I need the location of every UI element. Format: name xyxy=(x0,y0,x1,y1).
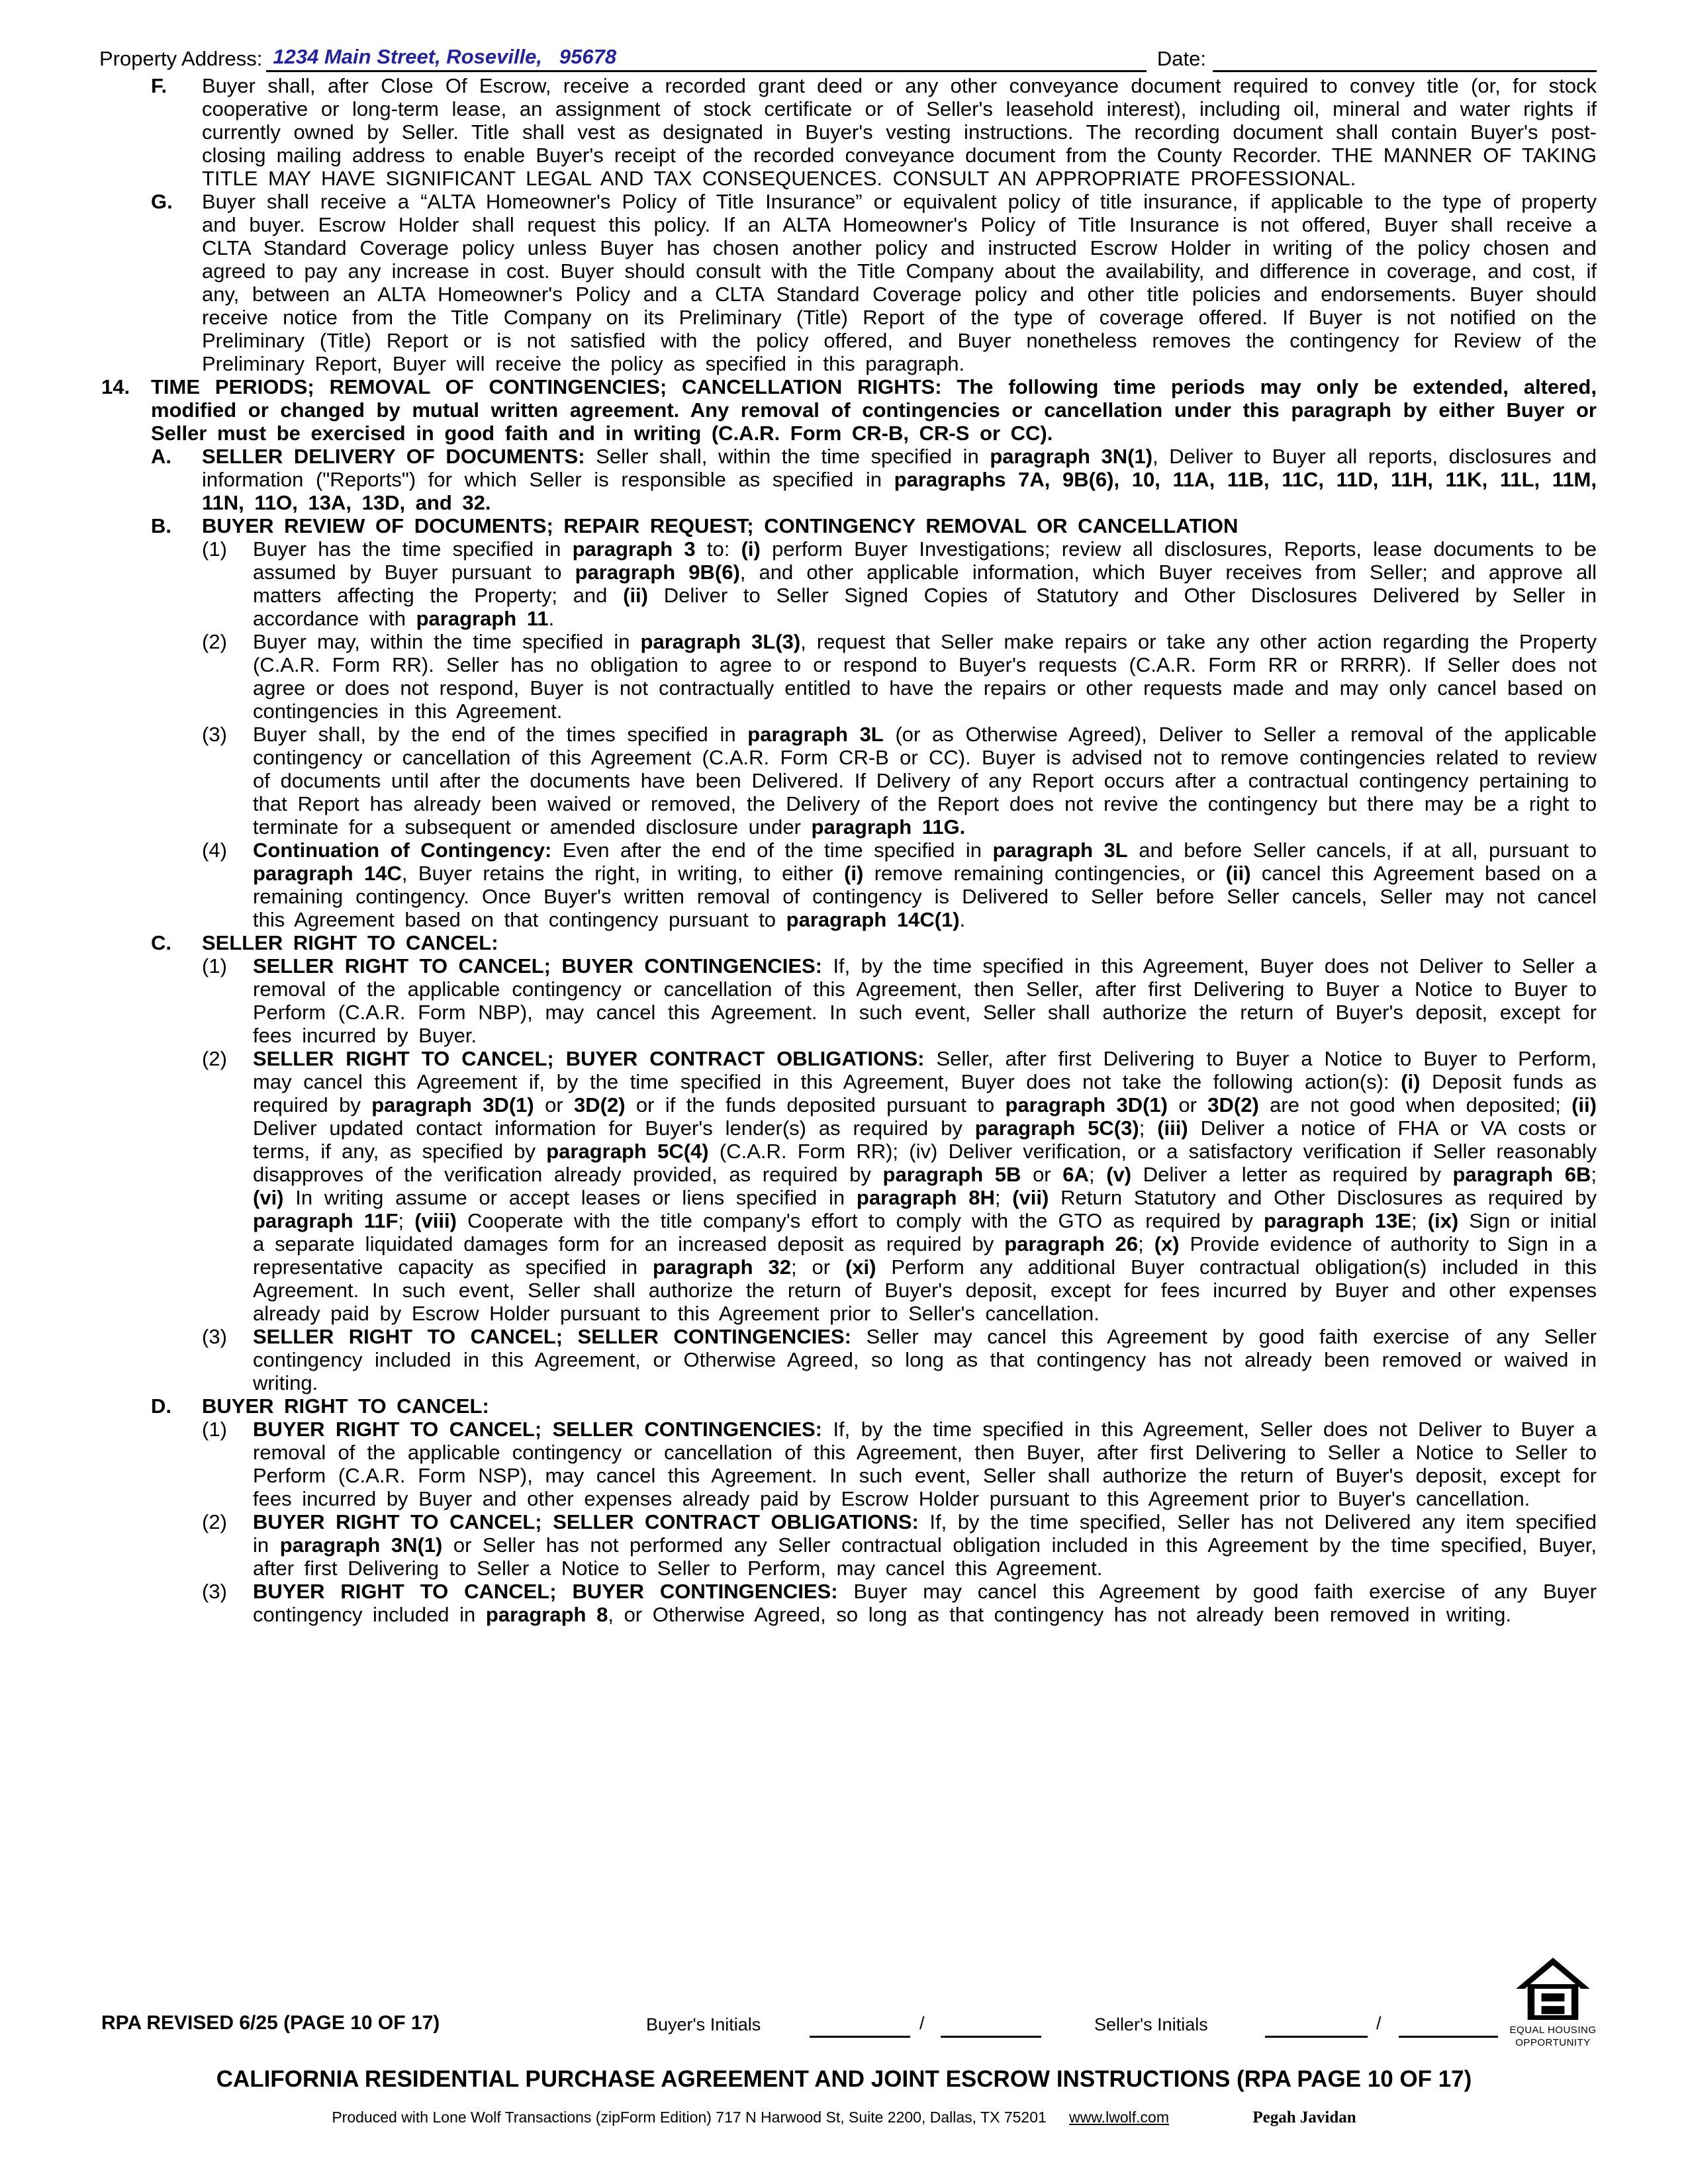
producer-line xyxy=(0,2109,1688,2127)
footer-initials-row xyxy=(101,2011,1597,2038)
clause-14c2 xyxy=(101,1047,1597,1325)
clause-label: (4) xyxy=(202,839,227,862)
clause-text: Buyer may, within the time specified in paragraph 3L(3), request that Seller make repairs or take any other action regarding the Property (C.A.R. Form RR). Seller has no obligation to agree to or respond to Buyer's requests (C.A.R. Form RR or RRRR). If Seller does not agree or does not respond, Buyer is not contractually entitled to have the repairs or other requests made and may only cancel based on contingencies in this Agreement. xyxy=(253,630,1597,723)
clause-14b1 xyxy=(101,537,1597,630)
clause-14d2 xyxy=(101,1510,1597,1580)
section-text: TIME PERIODS; REMOVAL OF CONTINGENCIES; CANCELLATION RIGHTS: The following time periods may only be extended, altered, modified or changed by mutual written agreement. Any removal of contingencies or cancellation under this paragraph by either Buyer or Seller must be exercised in good faith and in writing (C.A.R. Form CR-B, CR-S or CC). xyxy=(151,375,1597,445)
clause-14d1 xyxy=(101,1418,1597,1510)
clause-text: Buyer shall, after Close Of Escrow, receive a recorded grant deed or any other conveyance document required to convey title (or, for stock cooperative or long-term lease, an assignment of stock certificate or of Seller's leasehold interest), including oil, mineral and water rights if currently owned by Seller. Title shall vest as designated in Buyer's vesting instructions. The recording document shall contain Buyer's post-closing mailing address to enable Buyer's receipt of the recorded conveyance document from the County Recorder. THE MANNER OF TAKING TITLE MAY HAVE SIGNIFICANT LEGAL AND TAX CONSEQUENCES. CONSULT AN APPROPRIATE PROFESSIONAL. xyxy=(202,74,1597,190)
clause-label: (1) xyxy=(202,537,227,561)
clause-14b4 xyxy=(101,839,1597,931)
clause-text: BUYER RIGHT TO CANCEL; SELLER CONTINGENCIES: If, by the time specified in this Agreement, Seller does not Deliver to Buyer a removal of the applicable contingency or cancellation of this Agreement, then Buyer, after first Delivering to Seller a Notice to Seller to Perform (C.A.R. Form NSP), may cancel this Agreement. In such event, Seller shall authorize the return of Buyer's deposit, except for fees incurred by Buyer and other expenses already paid by Escrow Holder pursuant to this Agreement prior to Buyer's cancellation. xyxy=(253,1418,1597,1510)
clause-label: (3) xyxy=(202,723,227,746)
revision-text: RPA REVISED 6/25 (PAGE 10 OF 17) xyxy=(101,2012,440,2034)
date-field[interactable] xyxy=(1213,44,1597,72)
clause-14b3 xyxy=(101,723,1597,839)
clause-label: C. xyxy=(151,931,171,954)
clause-label: (2) xyxy=(202,1510,227,1533)
sellers-initials-label: Seller's Initials xyxy=(1094,2015,1208,2034)
equal-housing-caption-line1: EQUAL HOUSING xyxy=(1509,2025,1597,2036)
form-title: CALIFORNIA RESIDENTIAL PURCHASE AGREEMENT AND JOINT ESCROW INSTRUCTIONS (RPA PAGE 10 OF 17) xyxy=(216,2066,1472,2092)
clause-label: A. xyxy=(151,445,171,468)
produced-by-text: Produced with Lone Wolf Transactions (zipForm Edition) 717 N Harwood St, Suite 2200, Dallas, TX 75201 xyxy=(332,2109,1047,2126)
clause-14b-heading xyxy=(101,514,1597,537)
property-address-field[interactable]: 1234 Main Street, Roseville, 95678 xyxy=(266,44,1146,72)
clause-label: D. xyxy=(151,1394,171,1418)
clause-13f xyxy=(101,74,1597,190)
equal-housing-logo xyxy=(1509,1958,1597,2048)
clause-text: SELLER RIGHT TO CANCEL: xyxy=(202,931,498,954)
date-label: Date: xyxy=(1156,47,1206,70)
clause-label: F. xyxy=(151,74,167,97)
clause-text: Buyer shall receive a “ALTA Homeowner's Policy of Title Insurance” or equivalent policy of title insurance, if applicable to the type of property and buyer. Escrow Holder shall request this policy. If an ALTA Homeowner's Policy of Title Insurance is not offered, Buyer shall receive a CLTA Standard Coverage policy unless Buyer has chosen another policy and instructed Escrow Holder in writing of the policy chosen and agreed to pay any increase in cost. Buyer should consult with the Title Company about the availability, and difference in coverage, and cost, if any, between an ALTA Homeowner's Policy and a CLTA Standard Coverage policy and other title policies and endorsements. Buyer should receive notice from the Title Company on its Preliminary (Title) Report of the type of coverage offered. If Buyer is not notified on the Preliminary (Title) Report or is not satisfied with the policy offered, and Buyer nonetheless removes the contingency for Review of the Preliminary Report, Buyer will receive the policy as specified in this paragraph. xyxy=(202,190,1597,375)
clause-text: BUYER REVIEW OF DOCUMENTS; REPAIR REQUEST; CONTINGENCY REMOVAL OR CANCELLATION xyxy=(202,514,1239,537)
clause-list xyxy=(101,74,1597,1626)
clause-text: Buyer shall, by the end of the times specified in paragraph 3L (or as Otherwise Agreed), Deliver to Seller a removal of the applicable contingency or cancellation of this Agreement (C.A.R. Form CR-B or CC). Buyer is advised not to remove contingencies related to review of documents until after the documents have been Delivered. If Delivery of any Report occurs after a contractual contingency pertaining to that Report has already been waived or removed, the Delivery of the Report does not revive the contingency but there may be a right to terminate for a subsequent or amended disclosure under paragraph 11G. xyxy=(253,723,1597,839)
sellers-initials-slot-2[interactable] xyxy=(1399,2011,1498,2038)
agent-name: Pegah Javidan xyxy=(1252,2109,1356,2126)
property-address-label: Property Address: xyxy=(99,47,263,70)
clause-14c1 xyxy=(101,954,1597,1047)
clause-14a xyxy=(101,445,1597,514)
clause-text: SELLER DELIVERY OF DOCUMENTS: Seller shall, within the time specified in paragraph 3N(1), Deliver to Buyer all reports, disclosures and information ("Reports") for which Seller is responsible as specified in paragraphs 7A, 9B(6), 10, 11A, 11B, 11C, 11D, 11H, 11K, 11L, 11M, 11N, 11O, 13A, 13D, and 32. xyxy=(202,445,1597,514)
section-number: 14. xyxy=(101,375,130,398)
clause-label: (3) xyxy=(202,1580,227,1603)
clause-14b2 xyxy=(101,630,1597,723)
equal-housing-house-icon xyxy=(1516,1958,1590,2020)
buyers-initials-slot-2[interactable] xyxy=(941,2011,1041,2038)
clause-14c3 xyxy=(101,1325,1597,1394)
sellers-initials-slot-1[interactable] xyxy=(1265,2011,1368,2038)
section-14-intro xyxy=(101,375,1597,445)
clause-13g xyxy=(101,190,1597,375)
buyers-initials-slot-1[interactable] xyxy=(810,2011,910,2038)
clause-label: (2) xyxy=(202,630,227,653)
clause-14c-heading xyxy=(101,931,1597,954)
header-row xyxy=(99,44,1597,72)
clause-text: SELLER RIGHT TO CANCEL; SELLER CONTINGENCIES: Seller may cancel this Agreement by good faith exercise of any Seller contingency included in this Agreement, or Otherwise Agreed, so long as that contingency has not already been removed or waived in writing. xyxy=(253,1325,1597,1394)
clause-text: BUYER RIGHT TO CANCEL; BUYER CONTINGENCIES: Buyer may cancel this Agreement by good faith exercise of any Buyer contingency included in paragraph 8, or Otherwise Agreed, so long as that contingency has not already been removed in writing. xyxy=(253,1580,1597,1626)
clause-14d-heading xyxy=(101,1394,1597,1418)
clause-text: Buyer has the time specified in paragraph 3 to: (i) perform Buyer Investigations; review all disclosures, Reports, lease documents to be assumed by Buyer pursuant to paragraph 9B(6), and other applicable information, which Buyer receives from Seller; and approve all matters affecting the Property; and (ii) Deliver to Seller Signed Copies of Statutory and Other Disclosures Delivered by Seller in accordance with paragraph 11. xyxy=(253,537,1597,630)
lwolf-link[interactable]: www.lwolf.com xyxy=(1069,2109,1169,2126)
equal-housing-caption-line2: OPPORTUNITY xyxy=(1515,2037,1591,2048)
initials-slash: / xyxy=(919,2013,925,2033)
clause-text: BUYER RIGHT TO CANCEL: xyxy=(202,1394,489,1418)
clause-text: Continuation of Contingency: Even after the end of the time specified in paragraph 3L and before Seller cancels, if at all, pursuant to paragraph 14C, Buyer retains the right, in writing, to either (i) remove remaining contingencies, or (ii) cancel this Agreement based on a remaining contingency. Once Buyer's written removal of contingency is Delivered to Seller before Seller cancels, Seller may not cancel this Agreement based on that contingency pursuant to paragraph 14C(1). xyxy=(253,839,1597,931)
clause-label: G. xyxy=(151,190,173,213)
clause-text: SELLER RIGHT TO CANCEL; BUYER CONTRACT OBLIGATIONS: Seller, after first Delivering to Buyer a Notice to Buyer to Perform, may cancel this Agreement if, by the time specified in this Agreement, Buyer does not take the following action(s): (i) Deposit funds as required by paragraph 3D(1) or 3D(2) or if the funds deposited pursuant to paragraph 3D(1) or 3D(2) are not good when deposited; (ii) Deliver updated contact information for Buyer's lender(s) as required by paragraph 5C(3); (iii) Deliver a notice of FHA or VA costs or terms, if any, as specified by paragraph 5C(4) (C.A.R. Form RR); (iv) Deliver verification, or a satisfactory verification if Seller reasonably disapproves of the verification already provided, as required by paragraph 5B or 6A; (v) Deliver a letter as required by paragraph 6B; (vi) In writing assume or accept leases or liens specified in paragraph 8H; (vii) Return Statutory and Other Disclosures as required by paragraph 11F; (viii) Cooperate with the title company's effort to comply with the GTO as required by paragraph 13E; (ix) Sign or initial a separate liquidated damages form for an increased deposit as required by paragraph 26; (x) Provide evidence of authority to Sign in a representative capacity as specified in paragraph 32; or (xi) Perform any additional Buyer contractual obligation(s) included in this Agreement. In such event, Seller shall authorize the return of Buyer's deposit, except for fees incurred by Buyer and other expenses already paid by Escrow Holder pursuant to this Agreement prior to Seller's cancellation. xyxy=(253,1047,1597,1325)
clause-label: (1) xyxy=(202,954,227,978)
buyers-initials-label: Buyer's Initials xyxy=(646,2015,761,2034)
clause-label: (3) xyxy=(202,1325,227,1348)
clause-label: (2) xyxy=(202,1047,227,1070)
clause-label: (1) xyxy=(202,1418,227,1441)
clause-14d3 xyxy=(101,1580,1597,1626)
initials-slash: / xyxy=(1376,2013,1382,2033)
clause-text: SELLER RIGHT TO CANCEL; BUYER CONTINGENCIES: If, by the time specified in this Agreement, Buyer does not Deliver to Seller a removal of the applicable contingency or cancellation of this Agreement, then Seller, after first Delivering to Buyer a Notice to Buyer to Perform (C.A.R. Form NBP), may cancel this Agreement. In such event, Seller shall authorize the return of Buyer's deposit, except for fees incurred by Buyer. xyxy=(253,954,1597,1047)
clause-label: B. xyxy=(151,514,171,537)
clause-text: BUYER RIGHT TO CANCEL; SELLER CONTRACT OBLIGATIONS: If, by the time specified, Seller has not Delivered any item specified in paragraph 3N(1) or Seller has not performed any Seller contractual obligation included in this Agreement by the time specified, Buyer, after first Delivering to Seller a Notice to Seller to Perform, may cancel this Agreement. xyxy=(253,1510,1597,1580)
